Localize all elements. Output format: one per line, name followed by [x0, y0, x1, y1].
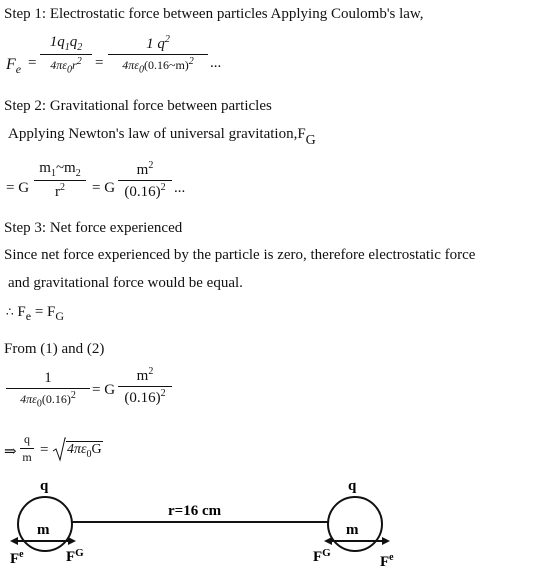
left-fg-label: $F^G$ [66, 547, 84, 565]
coulomb-fraction-1: $1q_1q_2$ $4\pi\varepsilon_0r^2$ [40, 34, 92, 75]
equals-sign: = [28, 55, 37, 71]
radical-sign [52, 436, 66, 462]
combined-fraction-1: 1 $4\pi\varepsilon_0(0.16)^2$ [6, 370, 90, 409]
equals-g: = G [6, 180, 30, 196]
step-1-heading: Step 1: Electrostatic force between particles Applying Coulomb's law, [4, 6, 424, 22]
left-charge-label: q [40, 478, 49, 494]
force-equality: ∴ $F_e = F_G$ [6, 304, 65, 323]
fe-symbol: $F_e$ [6, 56, 22, 77]
equals-sign: = [95, 55, 104, 71]
left-mass-label: m [37, 522, 50, 538]
equals-sign: = [40, 442, 49, 458]
left-fe-label: $F^e$ [10, 549, 24, 567]
equals-g: = G [92, 382, 116, 398]
q-over-m-fraction: q m [20, 432, 34, 465]
step-2-heading: Step 2: Gravitational force between particles [4, 98, 272, 114]
gravitation-fraction-2: $m^2$ $(0.16)^2$ [118, 160, 172, 201]
coulomb-fraction-2: 1 $q^2$ $4\pi\varepsilon_0(0.16\sim m)^2$ [108, 34, 208, 75]
distance-label: r=16 cm [168, 503, 222, 519]
ellipsis: ... [174, 180, 186, 196]
ellipsis: ... [210, 55, 222, 71]
right-fe-label: $F^e$ [380, 552, 394, 570]
step-3-heading: Step 3: Net force experienced [4, 220, 183, 236]
implies-arrow: ⇒ [4, 444, 17, 460]
combined-fraction-2: $m^2$ $(0.16)^2$ [118, 366, 172, 407]
two-particle-diagram [0, 470, 549, 575]
right-fg-label: $F^G$ [313, 547, 331, 565]
equals-g: = G [92, 180, 116, 196]
step-3-text-1: Since net force experienced by the particle is zero, therefore electrostatic force [4, 247, 476, 263]
right-mass-label: m [346, 522, 359, 538]
step-3-text-2: and gravitational force would be equal. [8, 275, 243, 291]
gravitation-fraction-1: $m_1\sim m_2$ $r^2$ [34, 160, 86, 201]
from-label: From (1) and (2) [4, 341, 105, 357]
right-charge-label: q [348, 478, 357, 494]
step-2-text: Applying Newton's law of universal $gravitation,F_G$ [8, 126, 316, 148]
radicand: $4\pi\varepsilon_0G$ [67, 442, 102, 460]
